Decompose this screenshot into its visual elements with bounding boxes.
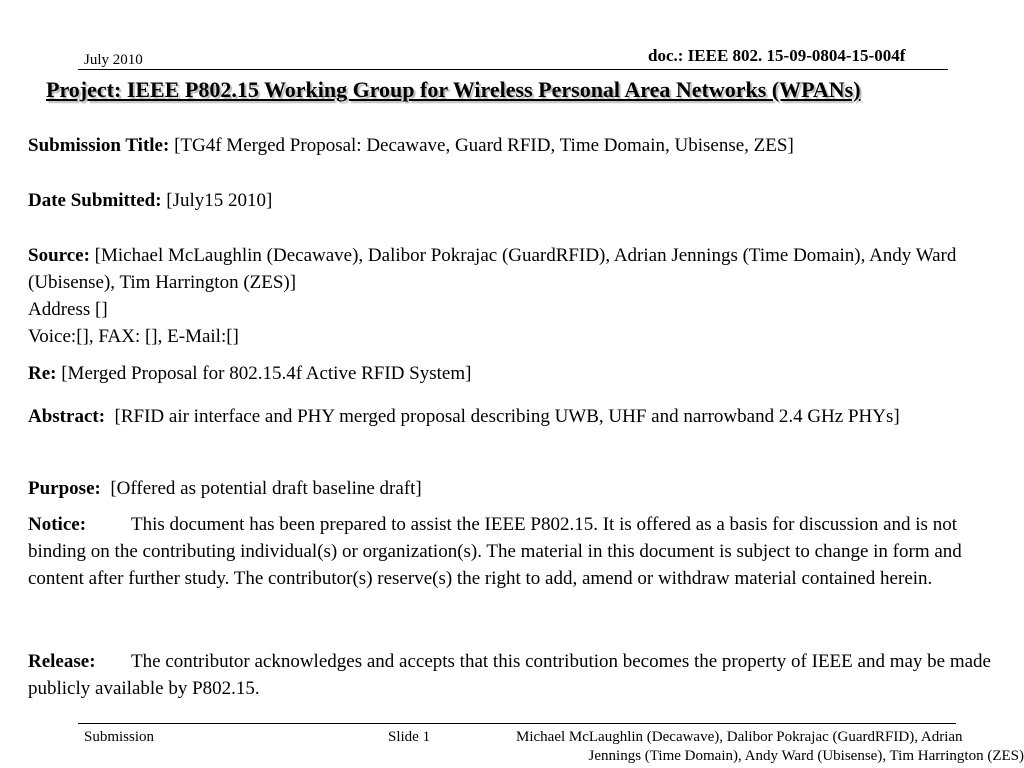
date-submitted-block xyxy=(28,187,1013,214)
purpose-block xyxy=(28,475,1013,502)
purpose-value: [Offered as potential draft baseline draft] xyxy=(110,478,422,499)
submission-title-label: Submission Title: xyxy=(28,135,170,156)
submission-title-block xyxy=(28,132,1013,159)
header-doc-id: doc.: IEEE 802. 15-09-0804-15-004f xyxy=(648,46,906,65)
submission-title-value: [TG4f Merged Proposal: Decawave, Guard RFID, Time Domain, Ubisense, ZES] xyxy=(174,135,794,156)
re-label: Re: xyxy=(28,363,57,384)
footer-slide-number: Slide 1 xyxy=(388,729,431,745)
source-block xyxy=(28,242,988,350)
abstract-block xyxy=(28,403,1013,430)
source-label: Source: xyxy=(28,245,90,266)
release-block xyxy=(28,648,1003,702)
source-value: [Michael McLaughlin (Decawave), Dalibor Pokrajac (GuardRFID), Adrian Jennings (Time Domain), Andy Ward (Ubisense), Tim Harrington (ZES)] xyxy=(28,245,957,293)
release-label: Release: xyxy=(28,651,96,672)
purpose-label: Purpose: xyxy=(28,478,101,499)
footer-submission: Submission xyxy=(84,729,155,745)
footer-authors-line1: Michael McLaughlin (Decawave), Dalibor Pokrajac (GuardRFID), Adrian xyxy=(516,729,963,745)
notice-value: This document has been prepared to assist the IEEE P802.15. It is offered as a basis for discussion and is not binding on the contributing individual(s) or organization(s). The material in this document is subject to change in form and content after further study. The contributor(s) reserve(s) the right to add, amend or withdraw material contained herein. xyxy=(28,514,962,589)
page-title: Project: IEEE P802.15 Working Group for Wireless Personal Area Networks (WPANs) xyxy=(46,77,861,102)
date-submitted-value: [July15 2010] xyxy=(166,190,273,211)
abstract-value: [RFID air interface and PHY merged proposal describing UWB, UHF and narrowband 2.4 GHz PHYs] xyxy=(114,406,900,427)
footer-authors-line2: Jennings (Time Domain), Andy Ward (Ubisense), Tim Harrington (ZES) xyxy=(588,748,1024,764)
notice-block xyxy=(28,511,1013,592)
abstract-label: Abstract: xyxy=(28,406,106,427)
footer-divider xyxy=(78,723,956,724)
source-contact: Voice:[], FAX: [], E-Mail:[] xyxy=(28,326,239,347)
release-value: The contributor acknowledges and accepts that this contribution becomes the property of IEEE and may be made publicly available by P802.15. xyxy=(28,651,991,699)
re-block xyxy=(28,360,1013,387)
notice-label: Notice: xyxy=(28,514,87,535)
source-address: Address [] xyxy=(28,299,108,320)
header-divider xyxy=(78,69,948,70)
header-date: July 2010 xyxy=(84,52,143,68)
re-value: [Merged Proposal for 802.15.4f Active RFID System] xyxy=(61,363,472,384)
date-submitted-label: Date Submitted: xyxy=(28,190,162,211)
